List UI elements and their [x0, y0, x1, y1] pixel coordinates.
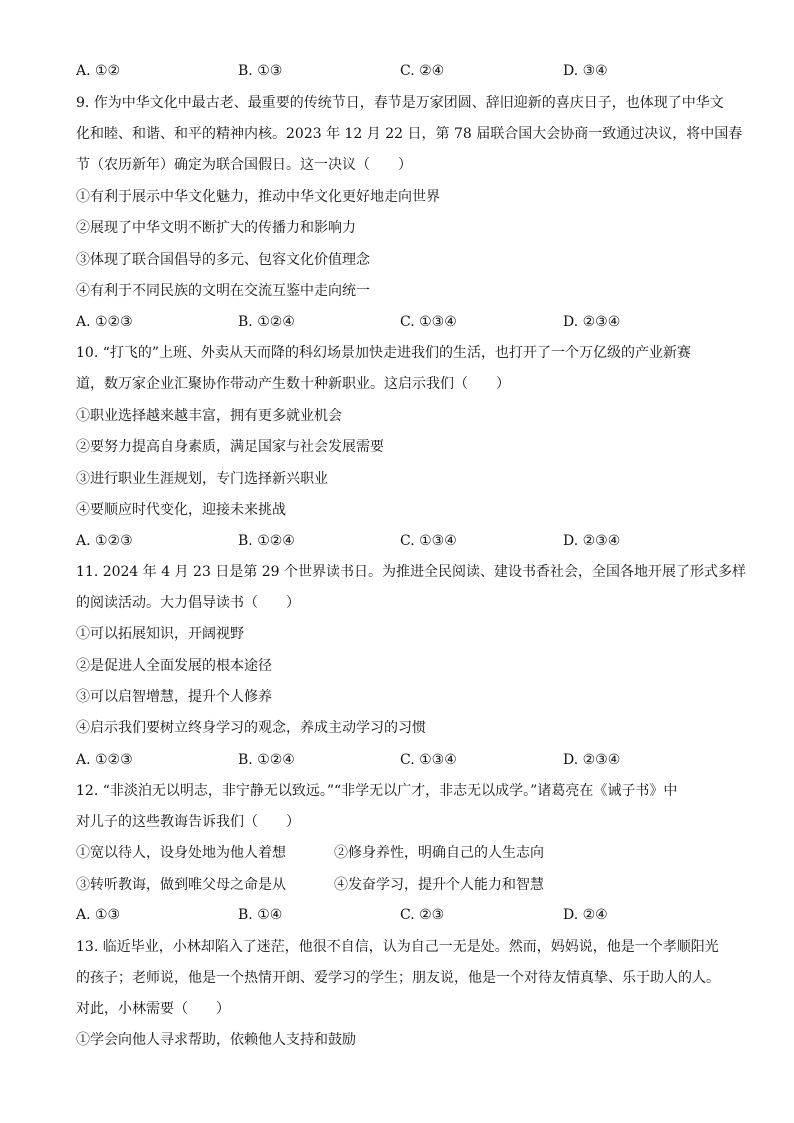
q10-option-c[interactable]: C. ①③④ [400, 533, 457, 549]
q12-statement-3: ③转听教诲，做到唯父母之命是从 [76, 877, 286, 893]
q8-option-c[interactable]: C. ②④ [400, 63, 445, 79]
q9-stem-line-2: 化和睦、和谐、和平的精神内核。2023 年 12 月 22 日，第 78 届联合国大会协商一致通过决议，将中国春 [76, 126, 743, 142]
q10-statement-1: ①职业选择越来越丰富，拥有更多就业机会 [76, 408, 342, 424]
q8-option-d[interactable]: D. ③④ [563, 63, 608, 79]
q12-option-a[interactable]: A. ①③ [76, 907, 121, 923]
q12-statement-1: ①宽以待人，设身处地为他人着想 [76, 845, 286, 861]
q8-option-b[interactable]: B. ①③ [238, 63, 283, 79]
q9-option-b[interactable]: B. ①②④ [238, 314, 295, 330]
q11-statement-2: ②是促进人全面发展的根本途径 [76, 658, 272, 674]
q11-options [76, 750, 726, 770]
q11-stem-line-2: 的阅读活动。大力倡导读书（ ） [76, 595, 300, 611]
q11-option-b[interactable]: B. ①②④ [238, 752, 295, 768]
q10-option-d[interactable]: D. ②③④ [563, 533, 621, 549]
q9-stem-line-1: 9. 作为中华文化中最古老、最重要的传统节日，春节是万家团圆、辞旧迎新的喜庆日子，也体现了中华文 [76, 95, 724, 111]
q9-option-d[interactable]: D. ②③④ [563, 314, 621, 330]
q8-option-a[interactable]: A. ①② [76, 63, 121, 79]
q9-statement-2: ②展现了中华文明不断扩大的传播力和影响力 [76, 220, 356, 236]
q11-option-d[interactable]: D. ②③④ [563, 752, 621, 768]
q9-option-a[interactable]: A. ①②③ [76, 314, 133, 330]
q9-option-c[interactable]: C. ①③④ [400, 314, 457, 330]
q11-stem-line-1: 11. 2024 年 4 月 23 日是第 29 个世界读书日。为推进全民阅读、建设书香社会，全国各地开展了形式多样 [76, 564, 747, 580]
q10-option-a[interactable]: A. ①②③ [76, 533, 133, 549]
q12-stem-line-2: 对儿子的这些教诲告诉我们（ ） [76, 814, 300, 830]
q12-statement-4: ④发奋学习，提升个人能力和智慧 [334, 877, 544, 893]
q11-option-a[interactable]: A. ①②③ [76, 752, 133, 768]
q10-statement-4: ④要顺应时代变化，迎接未来挑战 [76, 502, 286, 518]
q12-option-c[interactable]: C. ②③ [400, 907, 445, 923]
q13-stem-line-2: 的孩子；老师说，他是一个热情开朗、爱学习的学生；朋友说，他是一个对待友情真挚、乐于助人的人。 [76, 970, 720, 986]
q13-stem-line-1: 13. 临近毕业，小林却陷入了迷茫，他很不自信，认为自己一无是处。然而，妈妈说，他是一个孝顺阳光 [76, 939, 719, 955]
q9-statement-4: ④有利于不同民族的文明在交流互鉴中走向统一 [76, 283, 370, 299]
q12-statement-2: ②修身养性，明确自己的人生志向 [334, 845, 544, 861]
q13-statement-1: ①学会向他人寻求帮助，依赖他人支持和鼓励 [76, 1032, 356, 1048]
q9-statement-1: ①有利于展示中华文化魅力，推动中华文化更好地走向世界 [76, 189, 440, 205]
q12-statements-row-1 [76, 843, 726, 863]
q10-options [76, 531, 726, 551]
q11-statement-3: ③可以启智增慧，提升个人修养 [76, 689, 272, 705]
q10-option-b[interactable]: B. ①②④ [238, 533, 295, 549]
q13-stem-line-3: 对此，小林需要（ ） [76, 1001, 230, 1017]
q12-statements-row-2 [76, 875, 726, 895]
q8-options [76, 61, 726, 81]
q11-option-c[interactable]: C. ①③④ [400, 752, 457, 768]
q12-options [76, 905, 726, 925]
q9-stem-line-3: 节（农历新年）确定为联合国假日。这一决议（ ） [76, 157, 412, 173]
q11-statement-1: ①可以拓展知识，开阔视野 [76, 626, 244, 642]
q12-option-b[interactable]: B. ①④ [238, 907, 283, 923]
q10-statement-2: ②要努力提高自身素质，满足国家与社会发展需要 [76, 439, 384, 455]
q11-statement-4: ④启示我们要树立终身学习的观念，养成主动学习的习惯 [76, 720, 426, 736]
q9-statement-3: ③体现了联合国倡导的多元、包容文化价值理念 [76, 252, 370, 268]
q10-stem-line-1: 10. “打飞的”上班、外卖从天而降的科幻场景加快走进我们的生活，也打开了一个万亿级的产业新赛 [76, 345, 692, 361]
q10-stem-line-2: 道，数万家企业汇聚协作带动产生数十种新职业。这启示我们（ ） [76, 376, 510, 392]
q9-options [76, 312, 726, 332]
q10-statement-3: ③进行职业生涯规划，专门选择新兴职业 [76, 471, 328, 487]
q12-stem-line-1: 12. “非淡泊无以明志，非宁静无以致远。”“非学无以广才，非志无以成学。”诸葛亮在《诫子书》中 [76, 783, 678, 799]
q12-option-d[interactable]: D. ②④ [563, 907, 608, 923]
